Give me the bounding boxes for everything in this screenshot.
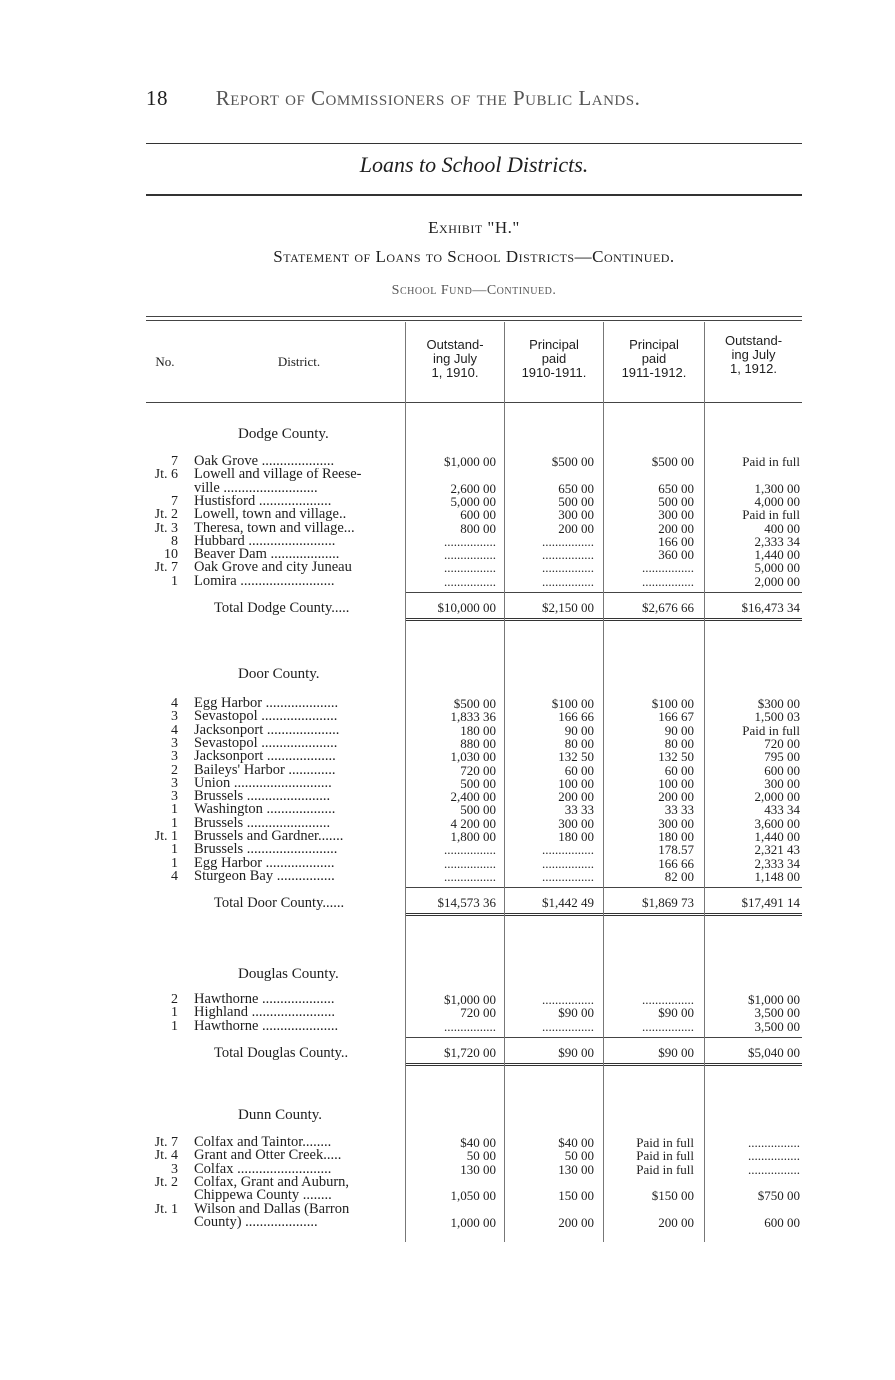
district-name: Chippewa County ........	[194, 1189, 332, 1203]
county-heading: Dunn County.	[238, 1107, 323, 1123]
statement-title: Statement of Loans to School Districts—Continued.	[273, 247, 675, 266]
district-number: 1	[171, 573, 178, 589]
amount-paid-1910-1911: $40 00	[558, 1135, 594, 1150]
amount-paid-1910-1911: 200 00	[558, 789, 594, 805]
amount-paid-1911-1912: 180 00	[658, 829, 694, 844]
district-number: 4	[171, 696, 178, 711]
district-name: Sevastopol .....................	[194, 710, 338, 724]
amount-paid-1910-1911: 200 00	[558, 520, 594, 536]
amount-paid-1910-1911: 166 66	[558, 709, 594, 725]
amount-outstanding-1910: 50 00	[466, 1148, 496, 1164]
district-number: 7	[171, 493, 178, 509]
district-number: 3	[171, 789, 178, 805]
county-total-label: Total Door County......	[214, 895, 345, 912]
amount-outstanding-1912: 2,333 34	[754, 533, 800, 549]
sum-rule	[705, 887, 802, 890]
county-heading: Door County.	[238, 666, 320, 682]
total-double-rule	[705, 1063, 802, 1068]
district-number: 4	[171, 722, 178, 738]
amount-outstanding-1912: ................	[748, 1161, 800, 1177]
amount-outstanding-1912: 2,321 43	[754, 842, 800, 858]
district-number: 3	[171, 1161, 178, 1177]
total-double-rule	[705, 618, 802, 623]
table-top-rule	[146, 316, 802, 317]
total-double-rule	[406, 1063, 504, 1068]
amount-paid-1910-1911: 80 00	[564, 735, 594, 751]
amount-paid-1911-1912: $150 00	[651, 1188, 694, 1204]
amount-outstanding-1912: 3,500 00	[754, 1018, 800, 1034]
district-number: 4	[171, 868, 178, 884]
total-double-rule	[505, 1063, 603, 1068]
amount-outstanding-1912: 600 00	[764, 1214, 800, 1230]
amount-outstanding-1910: 600 00	[460, 507, 496, 523]
amount-outstanding-1910: $1,000 00	[444, 992, 496, 1007]
district-name: Union ...........................	[194, 776, 332, 791]
fund-subtitle: School Fund—Continued.	[391, 283, 557, 298]
district-number: 2	[171, 992, 178, 1007]
amount-paid-1911-1912: 500 00	[658, 493, 694, 509]
table-top-rule-2	[146, 320, 802, 321]
amount-paid-1911-1912: ................	[642, 1018, 694, 1034]
amount-paid-1911-1912: 166 67	[658, 709, 694, 725]
amount-outstanding-1912: 1,148 00	[754, 868, 800, 884]
amount-outstanding-1910: 5,000 00	[450, 493, 496, 509]
district-name: Brussels .........................	[194, 843, 338, 857]
district-name: Hawthorne .....................	[194, 1019, 339, 1033]
amount-outstanding-1912: $750 00	[757, 1188, 800, 1204]
district-name: Baileys' Harbor .............	[194, 763, 336, 777]
sum-rule	[505, 1037, 603, 1040]
amount-outstanding-1910: 500 00	[460, 802, 496, 818]
county-total-paid-1910-1911: $90 00	[558, 1044, 594, 1060]
amount-paid-1911-1912: 82 00	[664, 868, 694, 884]
amount-paid-1910-1911: $500 00	[551, 454, 594, 469]
district-name: Wilson and Dallas (Barron	[194, 1202, 350, 1216]
running-head: Report of Commissioners of the Public Lands.	[215, 86, 641, 110]
amount-paid-1910-1911: 180 00	[558, 829, 594, 844]
district-name: Highland .......................	[194, 1006, 335, 1020]
amount-outstanding-1912: 2,000 00	[754, 573, 800, 589]
amount-outstanding-1912: 1,500 03	[754, 709, 800, 725]
exhibit-label: Exhibit "H."	[428, 218, 520, 237]
county-total-paid-1911-1912: $90 00	[658, 1044, 694, 1060]
amount-paid-1910-1911: ................	[542, 992, 594, 1007]
header-outstanding-1910: Outstand- ing July 1, 1910.	[426, 337, 484, 380]
amount-paid-1911-1912: 166 66	[658, 855, 694, 871]
amount-outstanding-1912: 795 00	[764, 749, 800, 765]
amount-outstanding-1910: $500 00	[453, 696, 496, 711]
district-number: Jt. 1	[154, 829, 178, 844]
district-number: 1	[171, 1018, 178, 1034]
amount-paid-1910-1911: 90 00	[564, 722, 594, 738]
district-number: 1	[171, 1005, 178, 1021]
amount-paid-1910-1911: ................	[542, 842, 594, 858]
amount-paid-1911-1912: $100 00	[651, 696, 694, 711]
amount-paid-1910-1911: 33 33	[564, 802, 594, 818]
district-number: 1	[171, 802, 178, 818]
county-total-label: Total Dodge County.....	[214, 600, 350, 616]
district-name: Oak Grove ....................	[194, 455, 335, 469]
amount-outstanding-1910: 880 00	[460, 735, 496, 751]
district-name: County) ....................	[194, 1215, 318, 1230]
amount-paid-1910-1911: 100 00	[558, 775, 594, 791]
county-total-outstanding-1912: $17,491 14	[741, 895, 800, 911]
county-total-paid-1910-1911: $2,150 00	[542, 600, 594, 615]
amount-paid-1910-1911: ................	[542, 573, 594, 589]
amount-paid-1910-1911: ................	[542, 855, 594, 871]
district-number: 3	[171, 749, 178, 765]
section-title: Loans to School Districts.	[359, 152, 589, 177]
district-number: 7	[171, 454, 178, 469]
amount-paid-1911-1912: 300 00	[658, 507, 694, 523]
amount-paid-1910-1911: 300 00	[558, 507, 594, 523]
amount-paid-1911-1912: $90 00	[658, 1005, 694, 1021]
amount-outstanding-1910: $40 00	[460, 1135, 496, 1150]
district-number: Jt. 7	[154, 1135, 178, 1150]
amount-paid-1911-1912: 166 00	[658, 533, 694, 549]
amount-outstanding-1912: $300 00	[757, 696, 800, 711]
amount-paid-1911-1912: ................	[642, 573, 694, 589]
amount-outstanding-1910: 180 00	[460, 722, 496, 738]
district-name: Lowell and village of Reese-	[194, 468, 362, 482]
amount-outstanding-1910: 1,833 36	[450, 709, 496, 725]
header-principal-1910-1911: Principal paid 1910-1911.	[521, 337, 587, 380]
amount-paid-1910-1911: ................	[542, 560, 594, 576]
amount-paid-1911-1912: Paid in full	[636, 1161, 694, 1177]
header-principal-1911-1912: Principal paid 1911-1912.	[621, 337, 687, 380]
sum-rule	[705, 592, 802, 595]
amount-outstanding-1912: 3,500 00	[754, 1005, 800, 1021]
amount-outstanding-1910: $1,000 00	[444, 454, 496, 469]
district-name: Brussels .......................	[194, 790, 331, 804]
district-number: Jt. 6	[154, 467, 178, 483]
county-total-outstanding-1910: $10,000 00	[437, 600, 496, 615]
amount-paid-1911-1912: ................	[642, 560, 694, 576]
amount-paid-1911-1912: 80 00	[664, 735, 694, 751]
amount-outstanding-1910: 2,600 00	[450, 480, 496, 496]
district-name: Colfax and Taintor........	[194, 1136, 332, 1150]
amount-paid-1910-1911: ................	[542, 547, 594, 563]
amount-paid-1911-1912: 60 00	[664, 762, 694, 778]
amount-outstanding-1912: 400 00	[764, 520, 800, 536]
amount-paid-1911-1912: 33 33	[664, 802, 694, 818]
district-name: Beaver Dam ...................	[194, 548, 340, 562]
district-name: Brussels .......................	[194, 816, 331, 830]
total-double-rule	[604, 1063, 704, 1068]
amount-paid-1910-1911: 130 00	[558, 1161, 594, 1177]
amount-paid-1910-1911: ................	[542, 533, 594, 549]
district-number: 1	[171, 855, 178, 871]
amount-paid-1911-1912: 300 00	[658, 815, 694, 831]
amount-outstanding-1910: 4 200 00	[450, 815, 496, 831]
amount-outstanding-1912: 1,440 00	[754, 547, 800, 563]
header-outstanding-1912: Outstand- ing July 1, 1912.	[724, 333, 783, 376]
district-number: Jt. 3	[154, 520, 178, 536]
district-name: Lowell, town and village..	[194, 508, 347, 522]
page-header	[146, 86, 640, 111]
district-number: 1	[171, 842, 178, 858]
amount-outstanding-1910: 2,400 00	[450, 789, 496, 805]
district-name: Oak Grove and city Juneau	[194, 561, 352, 575]
amount-outstanding-1912: Paid in full	[742, 454, 800, 469]
amount-paid-1911-1912: 200 00	[658, 1214, 694, 1230]
district-name: Hubbard ........................	[194, 534, 336, 549]
amount-outstanding-1912: 433 34	[764, 802, 800, 818]
rule-bottom	[146, 194, 802, 196]
amount-outstanding-1910: 720 00	[460, 762, 496, 778]
district-name: ville ..........................	[194, 481, 318, 495]
col-divider-2	[504, 322, 505, 1242]
district-name: Egg Harbor ...................	[194, 856, 335, 870]
district-name: Theresa, town and village...	[194, 521, 355, 535]
header-district: District.	[277, 354, 321, 369]
amount-outstanding-1912: 1,300 00	[754, 480, 800, 496]
district-name: Jacksonport ....................	[194, 723, 340, 737]
district-number: 10	[164, 547, 178, 563]
amount-outstanding-1912: 600 00	[764, 762, 800, 778]
header-no: No.	[155, 354, 175, 369]
amount-outstanding-1912: Paid in full	[742, 507, 800, 523]
total-double-rule	[406, 618, 504, 623]
amount-paid-1911-1912: Paid in full	[636, 1135, 694, 1150]
amount-outstanding-1912: 3,600 00	[754, 815, 800, 831]
amount-outstanding-1912: 5,000 00	[754, 560, 800, 576]
district-number: Jt. 2	[154, 507, 178, 523]
county-heading: Dodge County.	[238, 426, 329, 442]
amount-outstanding-1910: 130 00	[460, 1161, 496, 1177]
sum-rule	[604, 887, 704, 890]
sum-rule	[604, 592, 704, 595]
total-double-rule	[604, 618, 704, 623]
amount-outstanding-1910: ................	[444, 1018, 496, 1034]
amount-outstanding-1910: ................	[444, 573, 496, 589]
amount-outstanding-1912: 2,000 00	[754, 789, 800, 805]
district-number: Jt. 7	[154, 560, 178, 576]
county-total-paid-1911-1912: $1,869 73	[642, 895, 694, 911]
amount-outstanding-1912: 300 00	[764, 775, 800, 791]
district-number: 1	[171, 815, 178, 831]
county-total-outstanding-1910: $14,573 36	[437, 895, 496, 911]
county-heading: Douglas County.	[238, 966, 339, 982]
total-double-rule	[505, 913, 603, 918]
county-total-paid-1910-1911: $1,442 49	[542, 895, 594, 911]
amount-paid-1910-1911: 60 00	[564, 762, 594, 778]
amount-outstanding-1912: 1,440 00	[754, 829, 800, 844]
total-double-rule	[505, 618, 603, 623]
district-name: Grant and Otter Creek.....	[194, 1149, 342, 1163]
county-total-outstanding-1912: $5,040 00	[748, 1044, 800, 1060]
district-name: Brussels and Gardner.......	[194, 830, 344, 844]
county-total-outstanding-1910: $1,720 00	[444, 1044, 496, 1060]
amount-outstanding-1910: ................	[444, 547, 496, 563]
amount-paid-1910-1911: 300 00	[558, 815, 594, 831]
amount-outstanding-1910: 1,000 00	[450, 1214, 496, 1230]
total-double-rule	[705, 913, 802, 918]
district-number: 3	[171, 709, 178, 725]
page-number: 18	[146, 86, 168, 110]
amount-outstanding-1910: ................	[444, 855, 496, 871]
total-double-rule	[406, 913, 504, 918]
amount-outstanding-1910: 1,050 00	[450, 1188, 496, 1204]
amount-paid-1911-1912: ................	[642, 992, 694, 1007]
district-name: Colfax ..........................	[194, 1162, 332, 1176]
district-number: 2	[171, 762, 178, 778]
amount-paid-1911-1912: 178.57	[658, 842, 694, 858]
sum-rule	[505, 887, 603, 890]
sum-rule	[406, 887, 504, 890]
amount-outstanding-1910: 500 00	[460, 775, 496, 791]
amount-paid-1910-1911: ................	[542, 1018, 594, 1034]
district-number: 8	[171, 533, 178, 549]
district-name: Colfax, Grant and Auburn,	[194, 1175, 350, 1190]
amount-paid-1910-1911: 50 00	[564, 1148, 594, 1164]
district-number: Jt. 4	[154, 1148, 178, 1164]
amount-paid-1910-1911: 132 50	[558, 749, 594, 765]
amount-paid-1910-1911: 500 00	[558, 493, 594, 509]
district-name: Sevastopol .....................	[194, 736, 338, 751]
amount-paid-1911-1912: 200 00	[658, 789, 694, 805]
amount-outstanding-1912: ................	[748, 1148, 800, 1164]
amount-outstanding-1910: 720 00	[460, 1005, 496, 1021]
county-total-outstanding-1912: $16,473 34	[741, 600, 800, 615]
amount-paid-1910-1911: $90 00	[558, 1005, 594, 1021]
amount-paid-1911-1912: 100 00	[658, 775, 694, 791]
district-name: Egg Harbor ....................	[194, 697, 339, 711]
district-number: Jt. 1	[154, 1201, 178, 1217]
amount-paid-1911-1912: $500 00	[651, 454, 694, 469]
amount-outstanding-1912: 2,333 34	[754, 855, 800, 871]
district-name: Jacksonport ...................	[194, 750, 336, 764]
amount-outstanding-1910: ................	[444, 560, 496, 576]
total-double-rule	[604, 913, 704, 918]
amount-outstanding-1910: ................	[444, 533, 496, 549]
rule-top	[146, 143, 802, 144]
amount-paid-1910-1911: 150 00	[558, 1188, 594, 1204]
amount-outstanding-1910: 1,800 00	[450, 829, 496, 844]
district-name: Hawthorne ....................	[194, 993, 335, 1007]
amount-outstanding-1910: ................	[444, 868, 496, 884]
amount-paid-1911-1912: 650 00	[658, 480, 694, 496]
sum-rule	[406, 592, 504, 595]
amount-outstanding-1912: 720 00	[764, 735, 800, 751]
amount-outstanding-1912: $1,000 00	[748, 992, 800, 1007]
sum-rule	[505, 592, 603, 595]
amount-paid-1911-1912: 90 00	[664, 722, 694, 738]
amount-outstanding-1912: 4,000 00	[754, 493, 800, 509]
amount-outstanding-1912: Paid in full	[742, 722, 800, 738]
col-divider-4	[704, 322, 705, 1242]
amount-paid-1910-1911: 200 00	[558, 1214, 594, 1230]
amount-outstanding-1912: ................	[748, 1135, 800, 1150]
district-name: Hustisford ....................	[194, 494, 332, 509]
county-total-label: Total Douglas County..	[214, 1044, 349, 1061]
amount-outstanding-1910: 800 00	[460, 520, 496, 536]
district-name: Lomira ..........................	[194, 574, 335, 588]
district-name: Washington ...................	[194, 803, 336, 817]
sum-rule	[604, 1037, 704, 1040]
amount-paid-1911-1912: 360 00	[658, 547, 694, 563]
amount-paid-1910-1911: $100 00	[551, 696, 594, 711]
amount-paid-1911-1912: Paid in full	[636, 1148, 694, 1164]
amount-outstanding-1910: 1,030 00	[450, 749, 496, 765]
amount-paid-1910-1911: 650 00	[558, 480, 594, 496]
amount-paid-1911-1912: 132 50	[658, 749, 694, 765]
amount-outstanding-1910: ................	[444, 842, 496, 858]
district-number: Jt. 2	[154, 1174, 178, 1190]
district-name: Sturgeon Bay ................	[194, 869, 335, 884]
county-total-paid-1911-1912: $2,676 66	[642, 600, 694, 615]
amount-paid-1911-1912: 200 00	[658, 520, 694, 536]
district-number: 3	[171, 735, 178, 751]
amount-paid-1910-1911: ................	[542, 868, 594, 884]
sum-rule	[406, 1037, 504, 1040]
sum-rule	[705, 1037, 802, 1040]
district-number: 3	[171, 775, 178, 791]
